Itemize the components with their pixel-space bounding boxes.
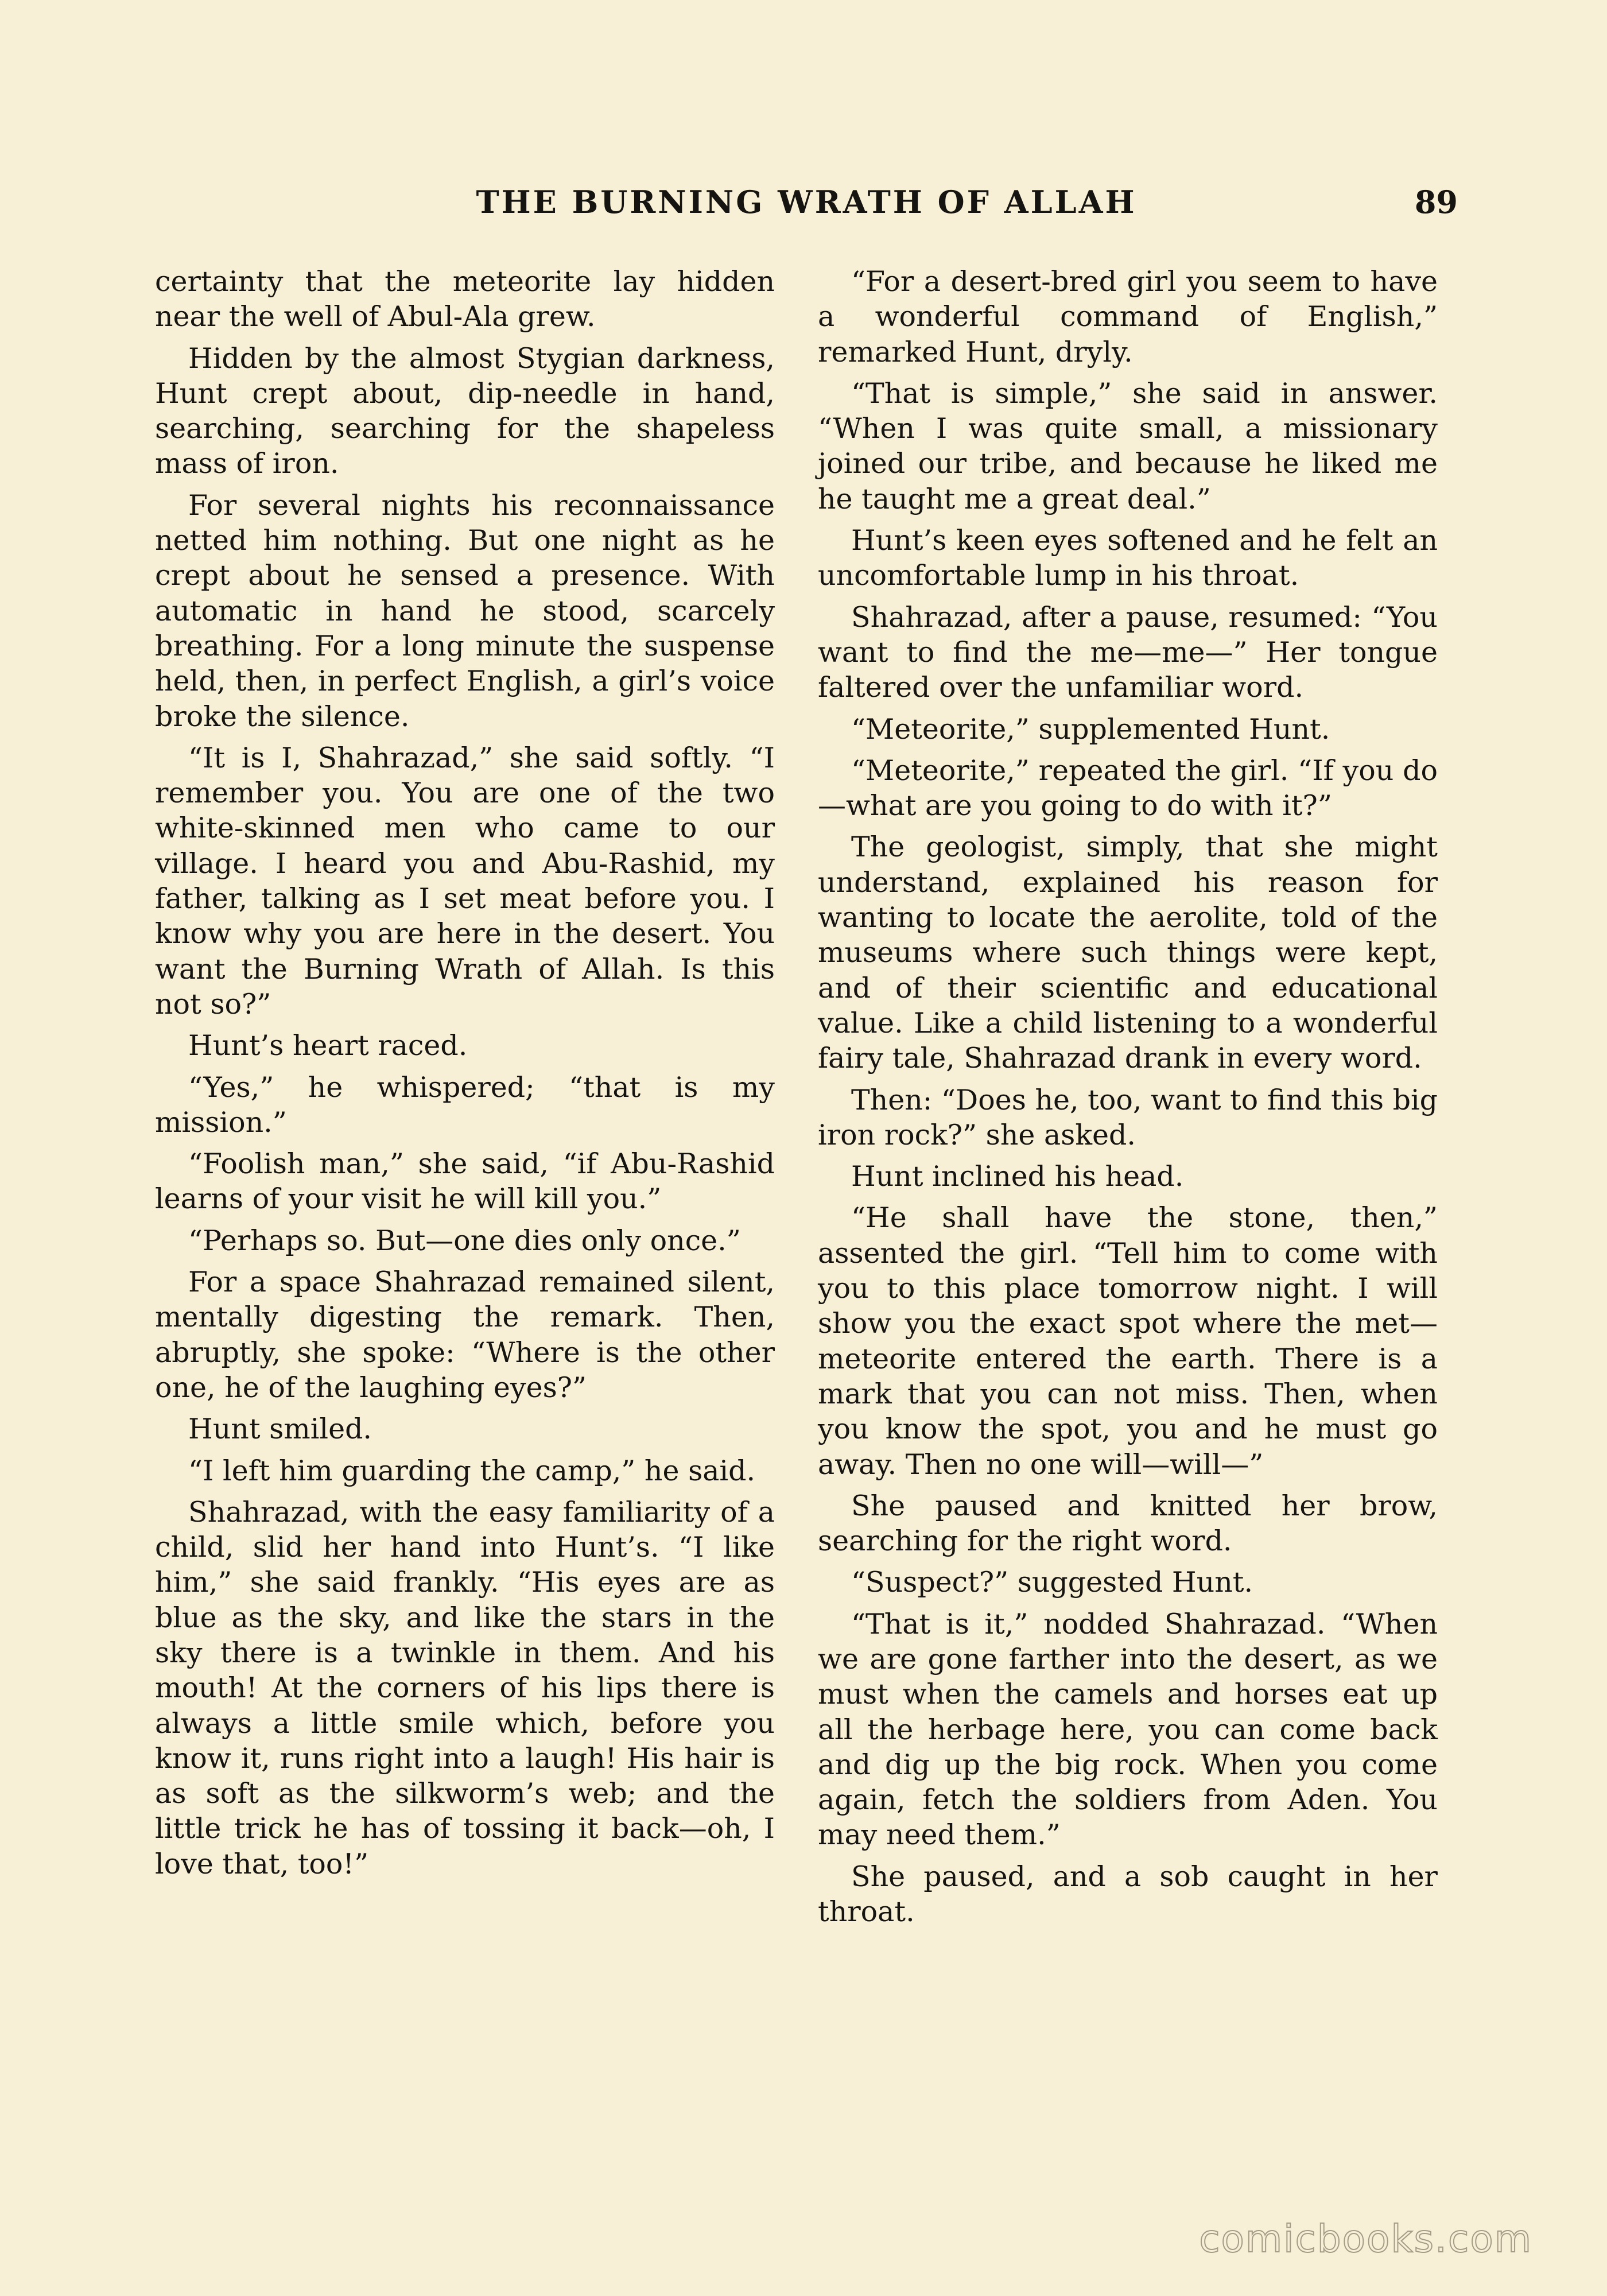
paragraph: “For a desert-bred girl you seem to have a wonderful command of English,” remarked Hunt, dryly. bbox=[818, 265, 1438, 369]
paragraph: Hidden by the almost Stygian darkness, Hunt crept about, dip-needle in hand, searching, searching for the shapeless mass of iron. bbox=[155, 342, 775, 480]
paragraph: “Meteorite,” supplemented Hunt. bbox=[851, 712, 1330, 746]
watermark: comicbooks.com bbox=[1199, 2217, 1532, 2261]
paragraph: She paused and knitted her brow, searching for the right word. bbox=[818, 1489, 1438, 1558]
running-title: THE BURNING WRATH OF ALLAH bbox=[476, 184, 1137, 220]
paragraph: certainty that the meteorite lay hidden near the well of Abul-Ala grew. bbox=[155, 265, 775, 333]
paragraph: Hunt inclined his head. bbox=[851, 1160, 1184, 1193]
page-number: 89 bbox=[1414, 184, 1458, 220]
paragraph: The geologist, simply, that she might understand, explained his reason for wanting to locate the aerolite, told of the museums where such things were kept, and of their scientific and educational value. Like a child listening to a wonderful fairy tale, Shahrazad drank in every word. bbox=[818, 831, 1438, 1075]
running-head bbox=[155, 185, 1458, 219]
paragraph: “He shall have the stone, then,” assented the girl. “Tell him to come with you to this place tomorrow night. I will show you the exact spot where the met—meteorite entered the earth. There is a mark that you can not miss. Then, when you know the spot, you and he must go away. Then no one will—will—” bbox=[818, 1201, 1438, 1481]
paragraph: She paused, and a sob caught in her throat. bbox=[818, 1860, 1438, 1929]
left-column bbox=[155, 264, 775, 1888]
paragraph: “It is I, Shahrazad,” she said softly. “I remember you. You are one of the two white-skinned men who came to our village. I heard you and Abu-Rashid, my father, talking as I set meat before you. I know why you are here in the desert. You want the Burning Wrath of Allah. Is this not so?” bbox=[155, 741, 775, 1021]
paragraph: Shahrazad, after a pause, resumed: “You want to find the me—me—” Her tongue faltered over the unfamiliar word. bbox=[818, 600, 1438, 704]
paragraph: Hunt smiled. bbox=[188, 1413, 372, 1446]
paragraph: For a space Shahrazad remained silent, mentally digesting the remark. Then, abruptly, she spoke: “Where is the other one, he of the laughing eyes?” bbox=[155, 1266, 775, 1404]
right-column bbox=[818, 264, 1438, 1936]
paragraph: Shahrazad, with the easy familiarity of a child, slid her hand into Hunt’s. “I like him,” she said frankly. “His eyes are as blue as the sky, and like the stars in the sky there is a twinkle in them. And his mouth! At the corners of his lips there is always a little smile which, before you know it, runs right into a laugh! His hair is as soft as the silkworm’s web; and the little trick he has of tossing it back—oh, I love that, too!” bbox=[155, 1495, 775, 1880]
paragraph: “Perhaps so. But—one dies only once.” bbox=[188, 1224, 741, 1257]
paragraph: Hunt’s heart raced. bbox=[188, 1029, 468, 1062]
paragraph: “That is simple,” she said in answer. “When I was quite small, a missionary joined our tribe, and because he liked me he taught me a great deal.” bbox=[818, 377, 1438, 515]
paragraph: “I left him guarding the camp,” he said. bbox=[188, 1454, 756, 1487]
paragraph: “Meteorite,” repeated the girl. “If you do—what are you going to do with it?” bbox=[818, 754, 1438, 823]
paragraph: Hunt’s keen eyes softened and he felt an uncomfortable lump in his throat. bbox=[818, 524, 1438, 592]
paragraph: “Yes,” he whispered; “that is my mission.” bbox=[155, 1071, 775, 1139]
paragraph: For several nights his reconnaissance netted him nothing. But one night as he crept about he sensed a presence. With automatic in hand he stood, scarcely breathing. For a long minute the suspense held, then, in perfect English, a girl’s voice broke the silence. bbox=[155, 488, 775, 733]
paragraph: Then: “Does he, too, want to find this big iron rock?” she asked. bbox=[818, 1083, 1438, 1151]
paragraph: “That is it,” nodded Shahrazad. “When we are gone farther into the desert, as we must when the camels and horses eat up all the herbage here, you can come back and dig up the big rock. When you come again, fetch the soldiers from Aden. You may need them.” bbox=[818, 1607, 1438, 1852]
paragraph: “Suspect?” suggested Hunt. bbox=[851, 1566, 1253, 1599]
paragraph: “Foolish man,” she said, “if Abu-Rashid learns of your visit he will kill you.” bbox=[155, 1147, 775, 1216]
